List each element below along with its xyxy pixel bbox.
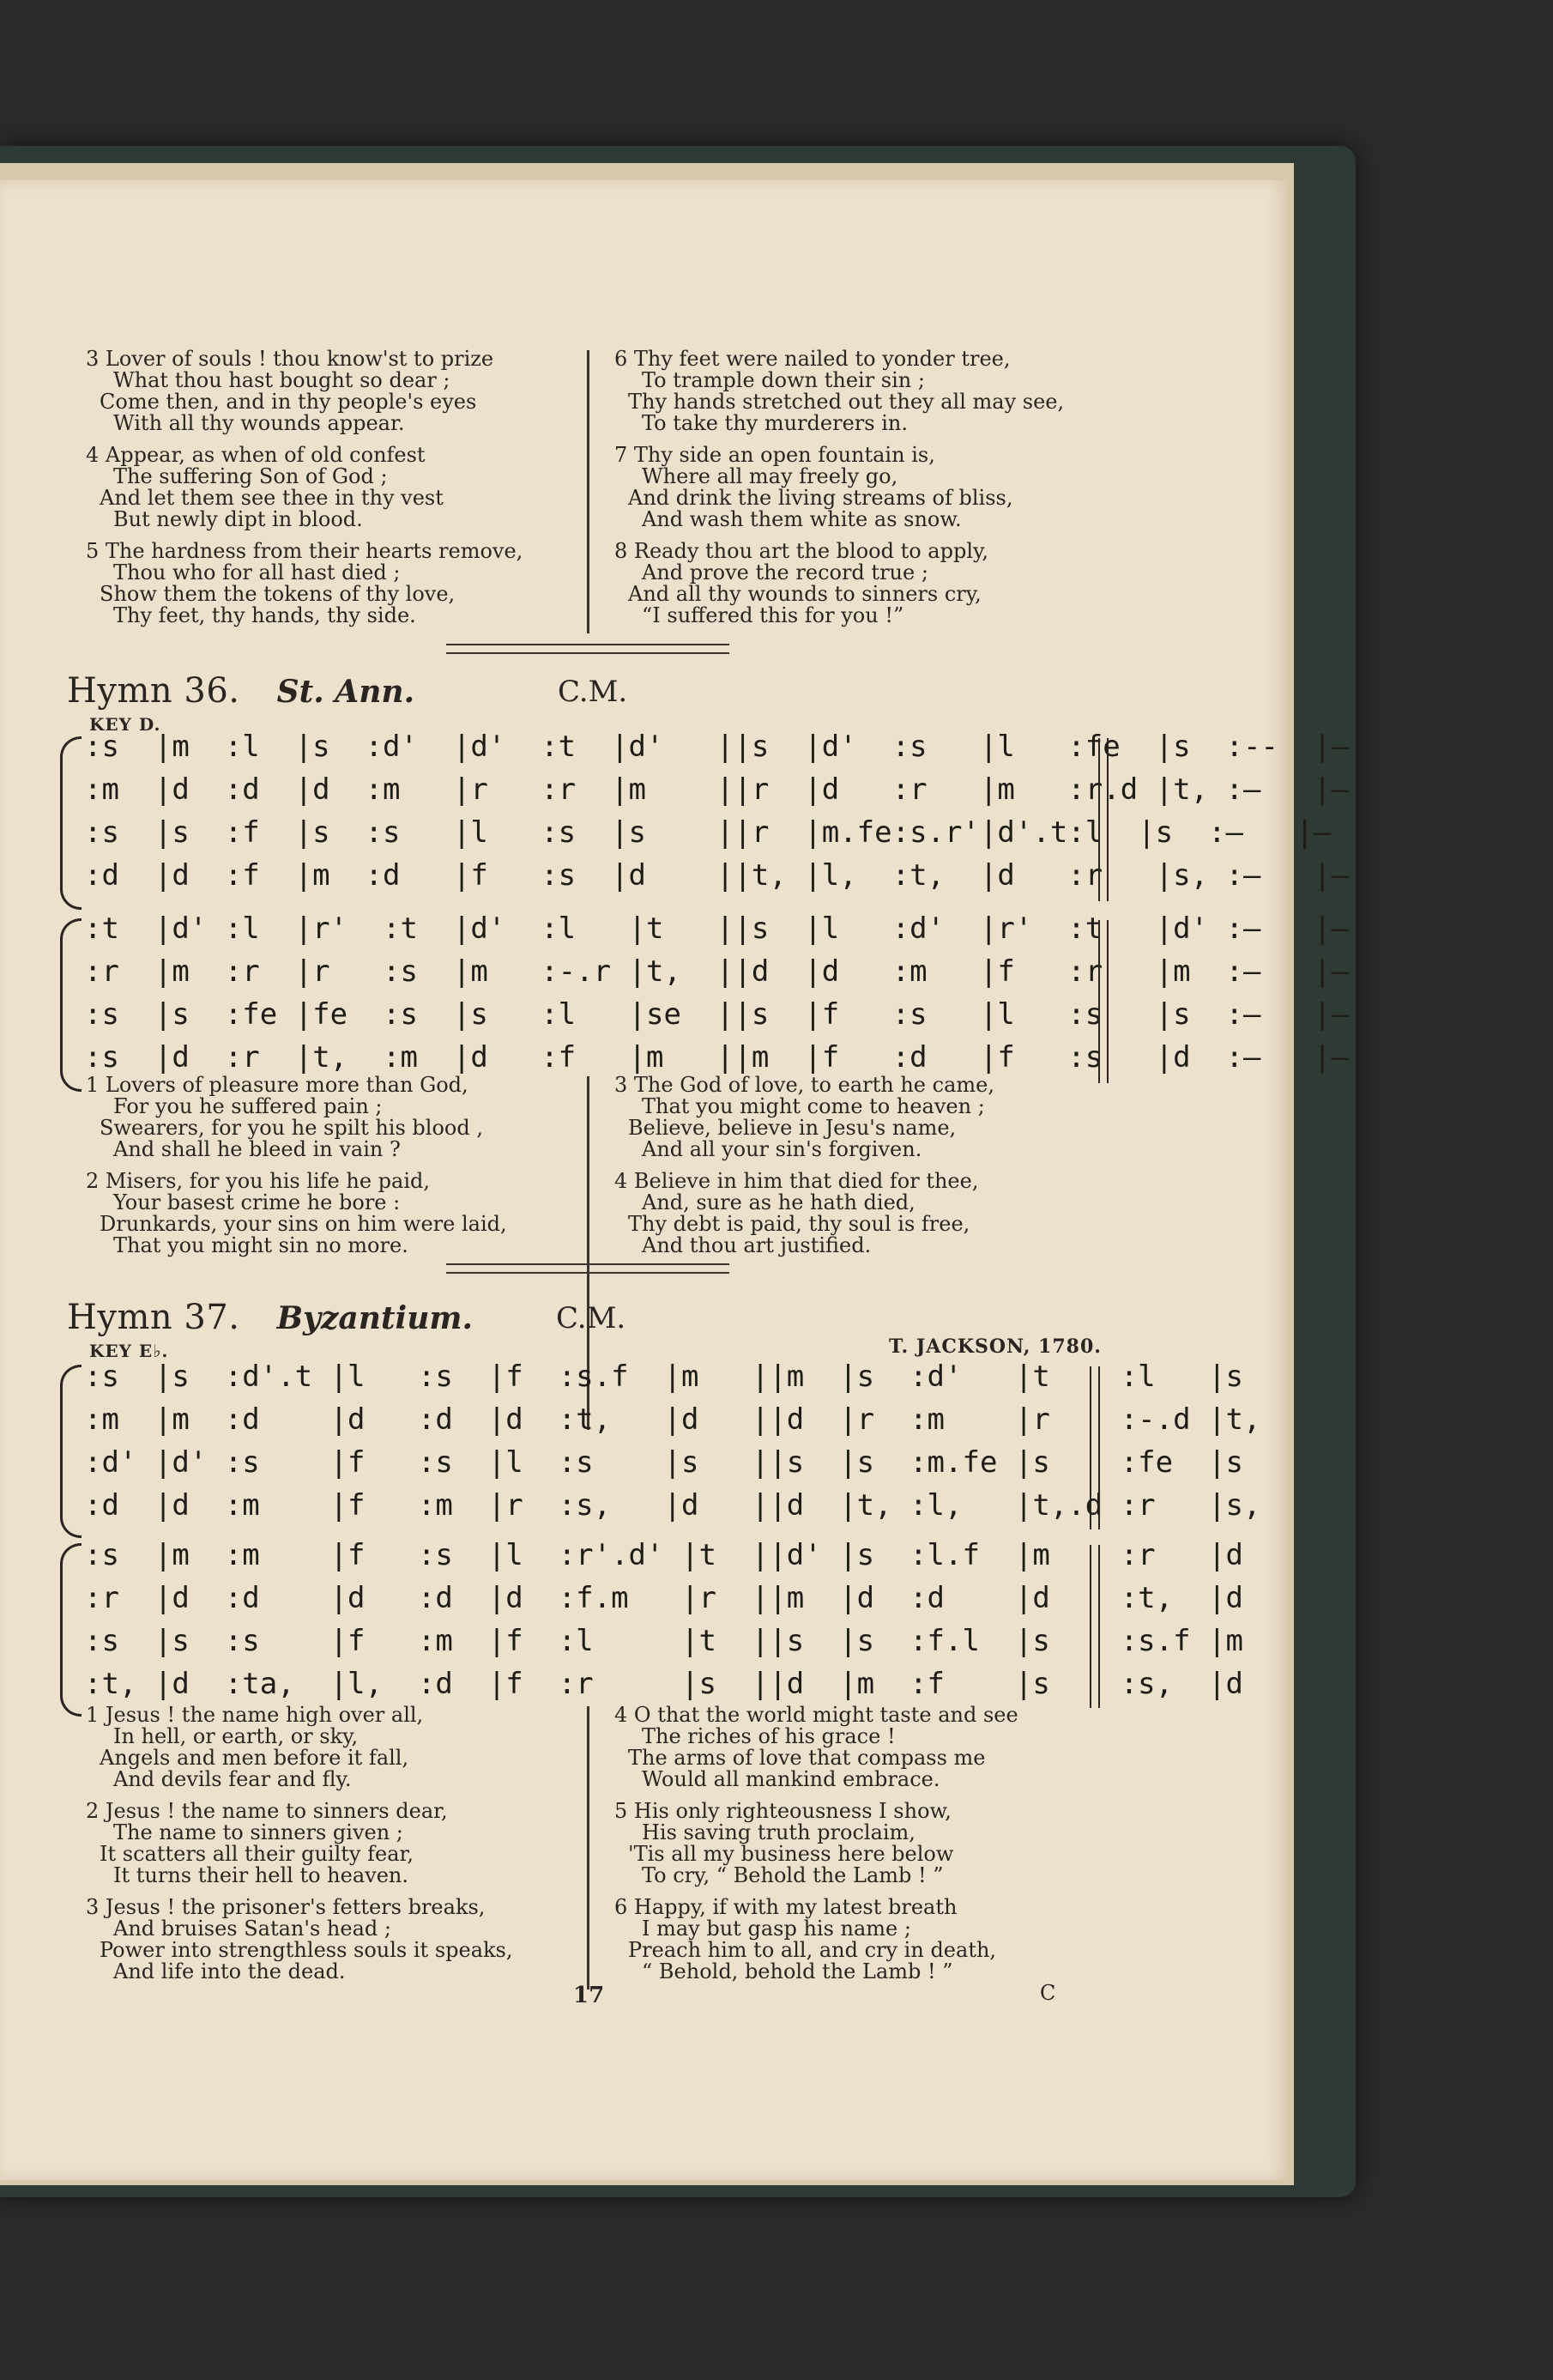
verse-line: 1 Lovers of pleasure more than God, xyxy=(86,1073,468,1097)
verse-line: Show them the tokens of thy love, xyxy=(100,582,456,606)
verse-line: “ Behold, behold the Lamb ! ” xyxy=(642,1959,953,1983)
verse-line: And bruises Satan's head ; xyxy=(113,1917,391,1941)
verse-line: 5 The hardness from their hearts remove, xyxy=(86,539,523,563)
stanza xyxy=(86,445,523,530)
verse-line: And all thy wounds to sinners cry, xyxy=(628,582,982,606)
verse-line: Thou who for all hast died ; xyxy=(113,560,401,584)
hymnal-page xyxy=(0,180,1349,2180)
hymn36-s1-alto: :m |d :d |d :m |r :r |m ||r |d :r |m :r.d |t, :— |— xyxy=(84,772,1349,807)
stanza xyxy=(614,1705,1018,1790)
hymn37-system1-brace xyxy=(60,1365,82,1538)
hymn37-title: Hymn 37. xyxy=(67,1298,240,1337)
page-number: 17 xyxy=(573,1983,605,2008)
hymn37-verses-right xyxy=(614,1705,1018,1993)
hymn37-s1-end-barline xyxy=(1090,1366,1100,1529)
verse-line: The riches of his grace ! xyxy=(642,1724,896,1748)
stanza xyxy=(614,541,1064,627)
stanza xyxy=(86,1801,513,1886)
stanza xyxy=(86,1075,507,1160)
section-rule xyxy=(446,1263,729,1274)
verse-line: And life into the dead. xyxy=(113,1959,346,1983)
hymn37-verses-left xyxy=(86,1705,513,1993)
hymn37-heading xyxy=(67,1298,1097,1341)
verse-line: Angels and men before it fall, xyxy=(100,1746,409,1770)
hymn36-s1-end-barline xyxy=(1098,738,1109,901)
verse-line: It scatters all their guilty fear, xyxy=(100,1842,414,1866)
hymn36-s2-tenor: :s |s :fe |fe :s |s :l |se ||s |f :s |l :s |s :— |— xyxy=(84,997,1349,1032)
verse-line: Thy hands stretched out they all may see, xyxy=(628,390,1065,414)
hymn37-system2-brace xyxy=(60,1543,82,1717)
verse-line: Come then, and in thy people's eyes xyxy=(100,390,477,414)
verse-line: “I suffered this for you !” xyxy=(642,603,904,627)
verse-line: 3 The God of love, to earth he came, xyxy=(614,1073,994,1097)
hymn36-s1-bass: :d |d :f |m :d |f :s |d ||t, |l, :t, |d :r |s, :— |— xyxy=(84,858,1349,893)
verse-line: 1 Jesus ! the name high over all, xyxy=(86,1703,424,1727)
hymn37-s2-soprano: :s |m :m |f :s |l :r'.d' |t ||d' |s :l.f |m :r |d xyxy=(84,1538,1244,1572)
verse-line: Thy feet, thy hands, thy side. xyxy=(113,603,416,627)
verse-line: 8 Ready thou art the blood to apply, xyxy=(614,539,989,563)
verse-line: The name to sinners given ; xyxy=(113,1820,403,1844)
verse-line: That you might come to heaven ; xyxy=(642,1094,985,1118)
top-verses-left xyxy=(86,348,523,637)
verse-line: His saving truth proclaim, xyxy=(642,1820,915,1844)
stanza xyxy=(614,348,1064,434)
column-divider xyxy=(587,350,589,633)
hymn36-s2-bass: :s |d :r |t, :m |d :f |m ||m |f :d |f :s |d :— |— xyxy=(84,1040,1349,1075)
verse-line: To take thy murderers in. xyxy=(642,411,908,435)
hymn37-meter: C.M. xyxy=(556,1301,626,1335)
verse-line: Power into strengthless souls it speaks, xyxy=(100,1938,513,1962)
stanza xyxy=(86,1705,513,1790)
hymn37-s1-soprano: :s |s :d'.t |l :s |f :s.f |m ||m |s :d' |t :l |s xyxy=(84,1360,1244,1394)
verse-line: And devils fear and fly. xyxy=(113,1767,352,1791)
verse-line: And drink the living streams of bliss, xyxy=(628,486,1013,510)
verse-line: Preach him to all, and cry in death, xyxy=(628,1938,997,1962)
verse-line: Your basest crime he bore : xyxy=(113,1190,401,1214)
verse-line: Thy debt is paid, thy soul is free, xyxy=(628,1212,970,1236)
verse-line: Would all mankind embrace. xyxy=(642,1767,940,1791)
stanza xyxy=(86,1171,507,1257)
verse-line: 2 Misers, for you his life he paid, xyxy=(86,1169,431,1193)
hymn37-s1-alto: :m |m :d |d :d |d :t, |d ||d |r :m |r :-.d |t, xyxy=(84,1402,1261,1437)
hymn36-system2-brace xyxy=(60,918,82,1092)
hymn37-s1-bass: :d |d :m |f :m |r :s, |d ||d |t, :l, |t,.d :r |s, xyxy=(84,1488,1261,1523)
verse-line: The suffering Son of God ; xyxy=(113,464,388,488)
hymn37-system1 xyxy=(84,1360,1261,1540)
hymn36-title: Hymn 36. xyxy=(67,671,240,711)
verse-line: The arms of love that compass me xyxy=(628,1746,986,1770)
hymn36-s1-soprano: :s |m :l |s :d' |d' :t |d' ||s |d' :s |l :fe |s :-- |— xyxy=(84,730,1349,764)
verse-line: And let them see thee in thy vest xyxy=(100,486,444,510)
verse-line: And shall he bleed in vain ? xyxy=(113,1137,401,1161)
verse-line: 3 Lover of souls ! thou know'st to prize xyxy=(86,347,494,371)
printer-signature: C xyxy=(1040,1981,1056,2005)
column-divider xyxy=(587,1706,589,1989)
hymn36-s2-soprano: :t |d' :l |r' :t |d' :l |t ||s |l :d' |r' :t |d' :— |— xyxy=(84,911,1349,946)
section-rule xyxy=(446,644,729,654)
verse-line: I may but gasp his name ; xyxy=(642,1917,911,1941)
verse-line: And all your sin's forgiven. xyxy=(642,1137,922,1161)
verse-line: 6 Thy feet were nailed to yonder tree, xyxy=(614,347,1011,371)
verse-line: That you might sin no more. xyxy=(113,1233,408,1257)
stanza xyxy=(86,1897,513,1983)
verse-line: Where all may freely go, xyxy=(642,464,898,488)
hymn36-key: KEY D. xyxy=(89,714,161,735)
verse-line: And prove the record true ; xyxy=(642,560,928,584)
hymn37-s2-end-barline xyxy=(1090,1545,1100,1708)
verse-line: 7 Thy side an open fountain is, xyxy=(614,443,935,467)
verse-line: And, sure as he hath died, xyxy=(642,1190,915,1214)
hymn36-s1-tenor: :s |s :f |s :s |l :s |s ||r |m.fe:s.r'|d'.t:l |s :— |— xyxy=(84,815,1332,850)
verse-line: 4 Appear, as when of old confest xyxy=(86,443,426,467)
verse-line: And wash them white as snow. xyxy=(642,507,962,531)
hymn37-key: KEY E♭. xyxy=(89,1341,169,1361)
hymn37-tune: Byzantium. xyxy=(276,1300,473,1336)
stanza xyxy=(86,541,523,627)
hymn36-system1 xyxy=(84,730,1349,910)
hymn36-verses-left xyxy=(86,1075,507,1267)
verse-line: And thou art justified. xyxy=(642,1233,872,1257)
verse-line: Drunkards, your sins on him were laid, xyxy=(100,1212,507,1236)
verse-line: To trample down their sin ; xyxy=(642,368,925,392)
hymn37-s2-alto: :r |d :d |d :d |d :f.m |r ||m |d :d |d :t, |d xyxy=(84,1581,1244,1615)
verse-line: For you he suffered pain ; xyxy=(113,1094,383,1118)
stanza xyxy=(614,1897,1018,1983)
verse-line: Swearers, for you he spilt his blood , xyxy=(100,1116,483,1140)
hymn36-verses-right xyxy=(614,1075,994,1267)
verse-line: 5 His only righteousness I show, xyxy=(614,1799,952,1823)
top-verses-right xyxy=(614,348,1064,637)
stanza xyxy=(614,445,1064,530)
verse-line: But newly dipt in blood. xyxy=(113,507,363,531)
verse-line: What thou hast bought so dear ; xyxy=(113,368,450,392)
stanza xyxy=(614,1075,994,1160)
hymn37-s1-tenor: :d' |d' :s |f :s |l :s |s ||s |s :m.fe |s :fe |s xyxy=(84,1445,1244,1480)
stanza xyxy=(86,348,523,434)
stanza xyxy=(614,1171,994,1257)
verse-line: Believe, believe in Jesu's name, xyxy=(628,1116,957,1140)
stanza xyxy=(614,1801,1018,1886)
verse-line: 4 O that the world might taste and see xyxy=(614,1703,1018,1727)
hymn36-heading xyxy=(67,671,1097,714)
hymn37-s2-tenor: :s |s :s |f :m |f :l |t ||s |s :f.l |s :s.f |m xyxy=(84,1624,1244,1658)
verse-line: With all thy wounds appear. xyxy=(113,411,405,435)
hymn36-system2 xyxy=(84,911,1349,1092)
hymn36-s2-end-barline xyxy=(1098,920,1109,1083)
verse-line: 'Tis all my business here below xyxy=(628,1842,954,1866)
verse-line: 6 Happy, if with my latest breath xyxy=(614,1895,958,1919)
verse-line: To cry, “ Behold the Lamb ! ” xyxy=(642,1863,944,1887)
hymn36-system1-brace xyxy=(60,736,82,910)
hymn36-tune: St. Ann. xyxy=(276,674,415,710)
verse-line: In hell, or earth, or sky, xyxy=(113,1724,359,1748)
hymn37-composer: T. JACKSON, 1780. xyxy=(889,1335,1102,1358)
hymn37-s2-bass: :t, |d :ta, |l, :d |f :r |s ||d |m :f |s :s, |d xyxy=(84,1667,1244,1701)
hymn37-system2 xyxy=(84,1538,1244,1718)
hymn36-meter: C.M. xyxy=(558,675,628,709)
hymn36-s2-alto: :r |m :r |r :s |m :-.r |t, ||d |d :m |f :r |m :— |— xyxy=(84,954,1349,989)
verse-line: 4 Believe in him that died for thee, xyxy=(614,1169,979,1193)
verse-line: 3 Jesus ! the prisoner's fetters breaks, xyxy=(86,1895,486,1919)
verse-line: 2 Jesus ! the name to sinners dear, xyxy=(86,1799,448,1823)
verse-line: It turns their hell to heaven. xyxy=(113,1863,408,1887)
